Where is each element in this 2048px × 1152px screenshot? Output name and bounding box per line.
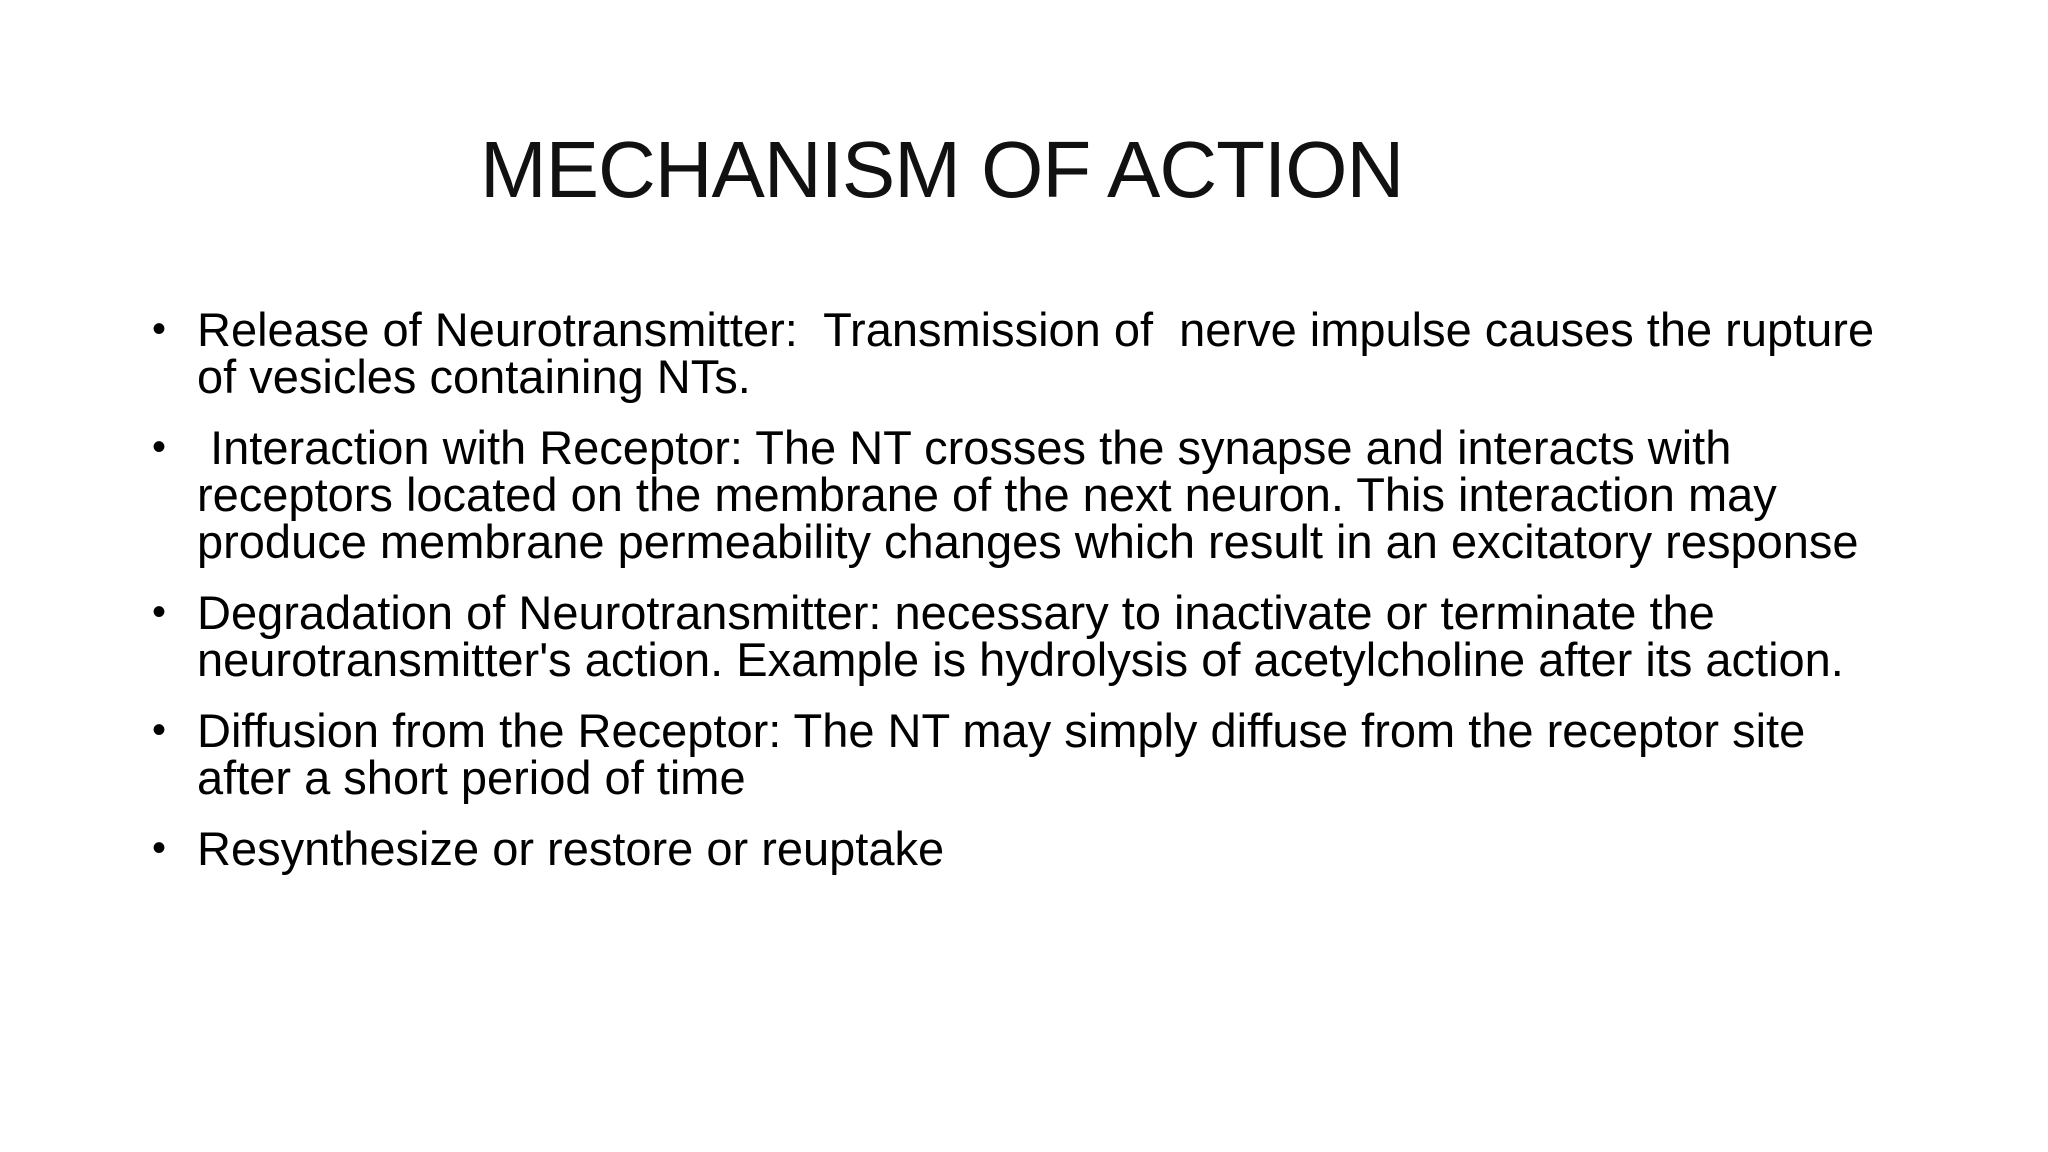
bullet-icon: • bbox=[152, 425, 167, 469]
bullet-item-diffusion bbox=[152, 704, 1912, 804]
bullet-item-resynthesize bbox=[152, 822, 1912, 875]
bullet-text: Release of Neurotransmitter: Transmission of nerve impulse causes the rupture of vesicles containing NTs. bbox=[197, 303, 1888, 403]
bullet-text: Interaction with Receptor: The NT crosses the synapse and interacts with receptors located on the membrane of the next neuron. This interaction may produce membrane permeability changes which result in an excitatory response bbox=[197, 421, 1859, 568]
bullet-text: Resynthesize or restore or reuptake bbox=[197, 822, 945, 875]
bullet-icon: • bbox=[152, 708, 167, 752]
bullet-icon: • bbox=[152, 307, 167, 351]
bullet-item-interaction bbox=[152, 421, 1912, 568]
bullet-text: Diffusion from the Receptor: The NT may simply diffuse from the receptor site after a short period of time bbox=[197, 704, 1819, 804]
bullet-icon: • bbox=[152, 826, 167, 870]
slide-title: MECHANISM OF ACTION bbox=[480, 125, 1404, 214]
bullet-item-degradation bbox=[152, 586, 1912, 686]
bullet-icon: • bbox=[152, 590, 167, 634]
bullet-item-release bbox=[152, 303, 1912, 403]
bullet-text: Degradation of Neurotransmitter: necessary to inactivate or terminate the neurotransmitter's action. Example is hydrolysis of acetylcholine after its action. bbox=[197, 586, 1844, 686]
bullet-list bbox=[152, 303, 1912, 896]
